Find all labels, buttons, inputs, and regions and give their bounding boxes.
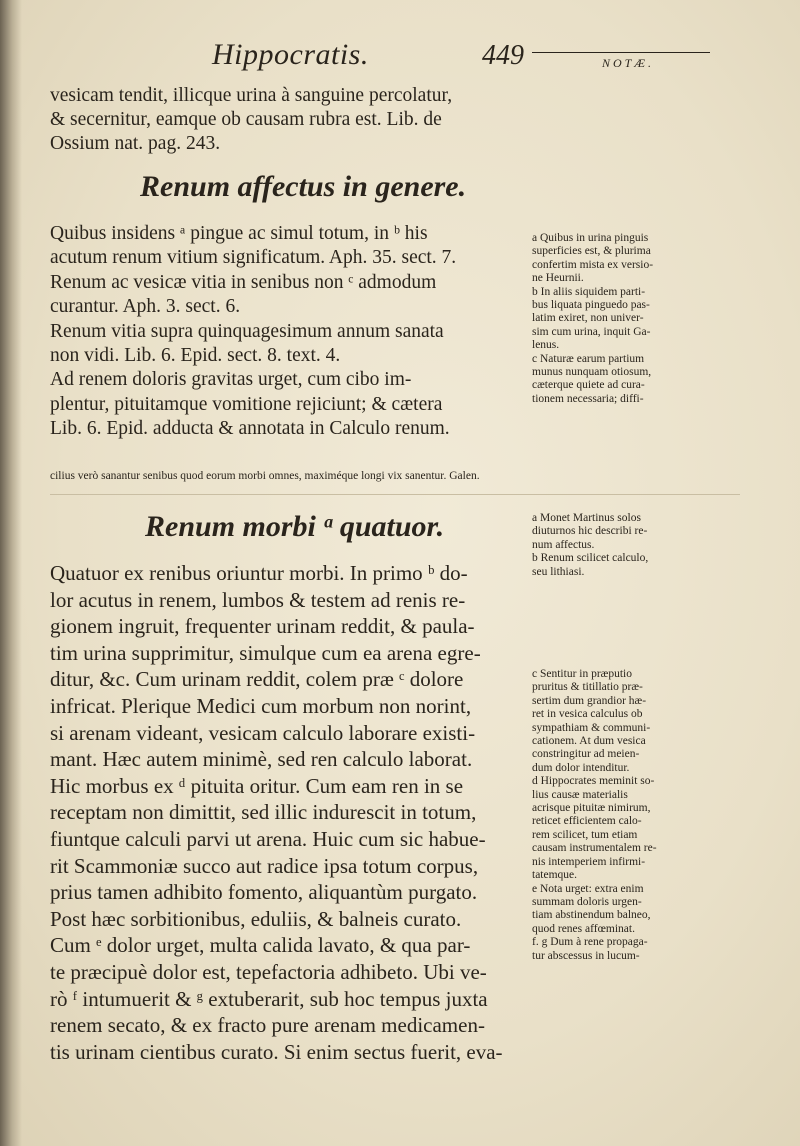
text-line: fiuntque calculi parvi ut arena. Huic cum sic habue-: [50, 826, 486, 851]
note-line: reticet efficientem calo-: [532, 815, 642, 828]
notes-label: NOTÆ.: [602, 56, 655, 70]
note-line: causam instrumentalem re-: [532, 842, 657, 855]
running-head: Hippocratis.: [212, 38, 369, 71]
note-line: constringitur ad meien-: [532, 748, 640, 761]
text-line: Quatuor ex renibus oriuntur morbi. In primo ᵇ do-: [50, 561, 468, 585]
note-line: ne Heurnii.: [532, 272, 584, 285]
note-line: ret in vesica calculus ob: [532, 708, 643, 721]
section-body: [50, 222, 525, 442]
text-line: Renum ac vesicæ vitia in senibus non ᶜ admodum: [50, 271, 437, 293]
note-line: bus liquata pinguedo pas-: [532, 299, 650, 312]
page-number: 449: [482, 40, 524, 71]
text-line: renem secato, & ex fracto pure arenam medicamen-: [50, 1013, 485, 1038]
text-line: & secernitur, eamque ob causam rubra est. Lib. de: [50, 109, 442, 130]
note-line: confertim mista ex versio-: [532, 258, 654, 271]
text-line: si arenam videant, vesicam calculo laborare existi-: [50, 720, 476, 745]
note-line: tionem necessaria; diffi-: [532, 392, 644, 405]
margin-notes: [532, 668, 744, 963]
note-line: nis intemperiem infirmi-: [532, 855, 646, 868]
note-line: a Monet Martinus solos: [532, 512, 641, 524]
note-line: num affectus.: [532, 538, 595, 551]
text-line: ditur, &c. Cum urinam reddit, colem præ ᶜ dolore: [50, 667, 464, 692]
note-line: diuturnos hic describi re-: [532, 525, 648, 538]
text-line: non vidi. Lib. 6. Epid. sect. 8. text. 4.: [50, 345, 341, 367]
note-line: d Hippocrates meminit so-: [532, 775, 655, 788]
note-line: lenus.: [532, 339, 560, 352]
margin-notes: [532, 232, 744, 406]
text-line: Post hæc sorbitionibus, eduliis, & balneis curato.: [50, 906, 462, 931]
note-line: acrisque pituitæ nimirum,: [532, 802, 651, 815]
note-line: tatemque.: [532, 869, 578, 882]
note-line: c Naturæ earum partium: [532, 352, 645, 365]
text-line: curantur. Aph. 3. sect. 6.: [50, 296, 241, 318]
note-line: sim cum urina, inquit Ga-: [532, 325, 651, 338]
note-line: latim exiret, non univer-: [532, 312, 644, 325]
binding-gutter: [0, 0, 22, 1146]
text-line: Hic morbus ex ᵈ pituita oritur. Cum eam ren in se: [50, 773, 464, 798]
note-line: tiam abstinendum balneo,: [532, 909, 651, 922]
text-line: tis urinam cientibus curato. Si enim sectus fuerit, eva-: [50, 1039, 503, 1064]
note-line: seu lithiasi.: [532, 565, 585, 578]
text-line: Lib. 6. Epid. adducta & annotata in Calculo renum.: [50, 418, 450, 440]
text-line: lor acutus in renem, lumbos & testem ad renis re-: [50, 587, 466, 612]
section-heading: Renum morbi ᵃ quatuor.: [145, 510, 445, 543]
text-line: te præcipuè dolor est, tepefactoria adhibeto. Ubi ve-: [50, 959, 487, 984]
notes-rule: [532, 52, 710, 53]
text-line: Ad renem doloris gravitas urget, cum cibo im-: [50, 369, 412, 391]
note-line: e Nota urget: extra enim: [532, 882, 644, 895]
section-separator: [50, 494, 740, 495]
note-line: a Quibus in urina pinguis: [532, 232, 649, 244]
text-line: mant. Hæc autem minimè, sed ren calculo laborat.: [50, 747, 473, 772]
text-line: plentur, pituitamque vomitione rejiciunt; & cætera: [50, 393, 443, 415]
note-line: summam doloris urgen-: [532, 895, 642, 908]
note-line: sertim dum grandior hæ-: [532, 694, 647, 707]
note-line: pruritus & titillatio præ-: [532, 681, 643, 694]
note-line: sympathiam & communi-: [532, 721, 651, 734]
text-line: prius tamen adhibito fomento, aliquantùm purgato.: [50, 880, 478, 905]
text-line: vesicam tendit, illicque urina à sanguine percolatur,: [50, 85, 453, 106]
note-line: b Renum scilicet calculo,: [532, 552, 649, 565]
footnote-continuation: cilius verò sanantur senibus quod eorum morbi omnes, maximéque longi vix sanentur. Galen.: [50, 470, 480, 482]
note-line: tur abscessus in lucum-: [532, 949, 640, 962]
text-line: acutum renum vitium significatum. Aph. 35. sect. 7.: [50, 247, 457, 269]
margin-notes: [532, 512, 744, 579]
note-line: rem scilicet, tum etiam: [532, 828, 638, 841]
note-line: superficies est, & plurima: [532, 245, 651, 258]
continuation-paragraph: [50, 84, 525, 156]
note-line: cæterque quiete ad cura-: [532, 379, 645, 392]
text-line: receptam non dimittit, sed illic indurescit in totum,: [50, 800, 477, 825]
note-line: cationem. At dum vesica: [532, 735, 646, 748]
page-header: [212, 38, 770, 78]
note-line: c Sentitur in præputio: [532, 668, 632, 680]
note-line: b In aliis siquidem parti-: [532, 285, 646, 298]
text-line: rit Scammoniæ succo aut radice ipsa totum corpus,: [50, 853, 479, 878]
text-line: infricat. Plerique Medici cum morbum non norint,: [50, 693, 472, 718]
section-body: [50, 560, 525, 1065]
text-line: rò ᶠ intumuerit & ᵍ extuberarit, sub hoc tempus juxta: [50, 986, 488, 1011]
section-heading: Renum affectus in genere.: [140, 170, 467, 203]
text-line: Quibus insidens ᵃ pingue ac simul totum, in ᵇ his: [50, 223, 428, 244]
text-line: tim urina supprimitur, simulque cum ea arena egre-: [50, 640, 481, 665]
note-line: munus nunquam otiosum,: [532, 366, 652, 379]
text-line: Ossium nat. pag. 243.: [50, 133, 221, 154]
note-line: f. g Dum à rene propaga-: [532, 936, 648, 949]
note-line: quod renes affœminat.: [532, 922, 635, 935]
text-line: Renum vitia supra quinquagesimum annum sanata: [50, 320, 444, 342]
text-line: Cum ᵉ dolor urget, multa calida lavato, & qua par-: [50, 933, 471, 958]
note-line: dum dolor intenditur.: [532, 761, 630, 774]
note-line: lius causæ materialis: [532, 788, 628, 801]
text-line: gionem ingruit, frequenter urinam reddit, & paula-: [50, 614, 475, 639]
